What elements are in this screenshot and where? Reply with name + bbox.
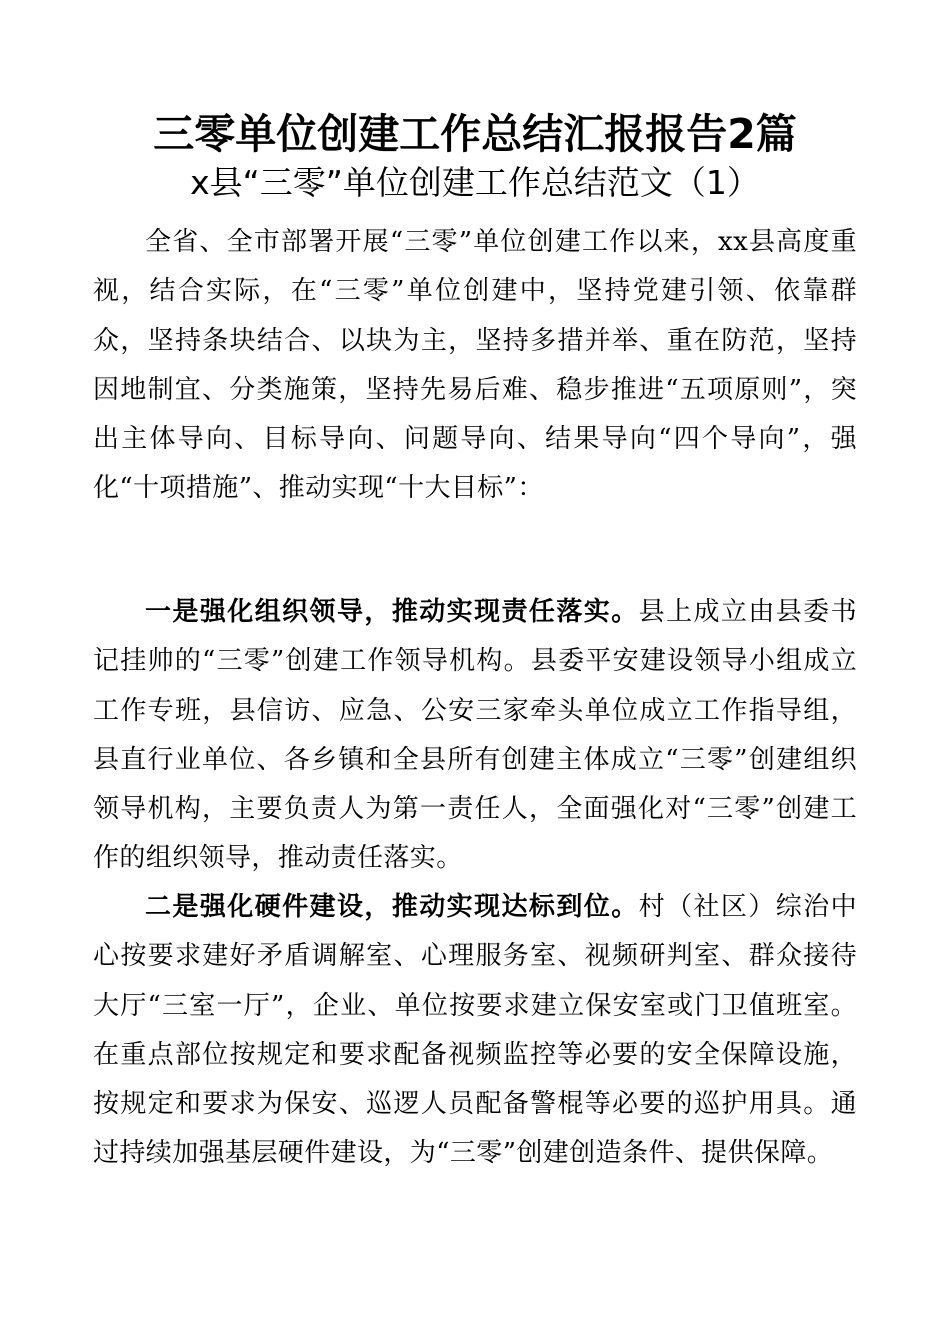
document-subtitle: x县“三零”单位创建工作总结范文（1） bbox=[190, 163, 760, 202]
section-two-lead: 二是强化硬件建设，推动实现达标到位。 bbox=[145, 892, 639, 922]
intro-paragraph: 全省、全市部署开展“三零”单位创建工作以来，xx县高度重视，结合实际，在“三零”单位创建中，坚持党建引领、依靠群众，坚持条块结合、以块为主，坚持多措并举、重在防范，坚持因地制宜、分类施策，坚持先易后难、稳步推进“五项原则”，突出主体导向、目标导向、问题导向、结果导向“四个导向”，强化“十项措施”、推动实现“十大目标”： bbox=[93, 227, 857, 504]
section-one-lead: 一是强化组织领导，推动实现责任落实。 bbox=[145, 597, 639, 627]
section-two-body: 村（社区）综治中心按要求建好矛盾调解室、心理服务室、视频研判室、群众接待大厅“三室一厅”，企业、单位按要求建立保安室或门卫值班室。在重点部位按规定和要求配备视频监控等必要的安全保障设施，按规定和要求为保安、巡逻人员配备警棍等必要的巡护用具。通过持续加强基层硬件建设，为“三零”创建创造条件、提供保障。 bbox=[93, 892, 858, 1169]
section-one-body: 县上成立由县委书记挂帅的“三零”创建工作领导机构。县委平安建设领导小组成立工作专班，县信访、应急、公安三家牵头单位成立工作指导组，县直行业单位、各乡镇和全县所有创建主体成立“三零”创建组织领导机构，主要负责人为第一责任人，全面强化对“三零”创建工作的组织领导，推动责任落实。 bbox=[93, 597, 858, 874]
document-title: 三零单位创建工作总结汇报报告2篇 bbox=[153, 110, 797, 158]
section-two-paragraph bbox=[93, 883, 857, 1179]
section-one-paragraph bbox=[93, 588, 857, 884]
document-page bbox=[93, 0, 857, 1344]
